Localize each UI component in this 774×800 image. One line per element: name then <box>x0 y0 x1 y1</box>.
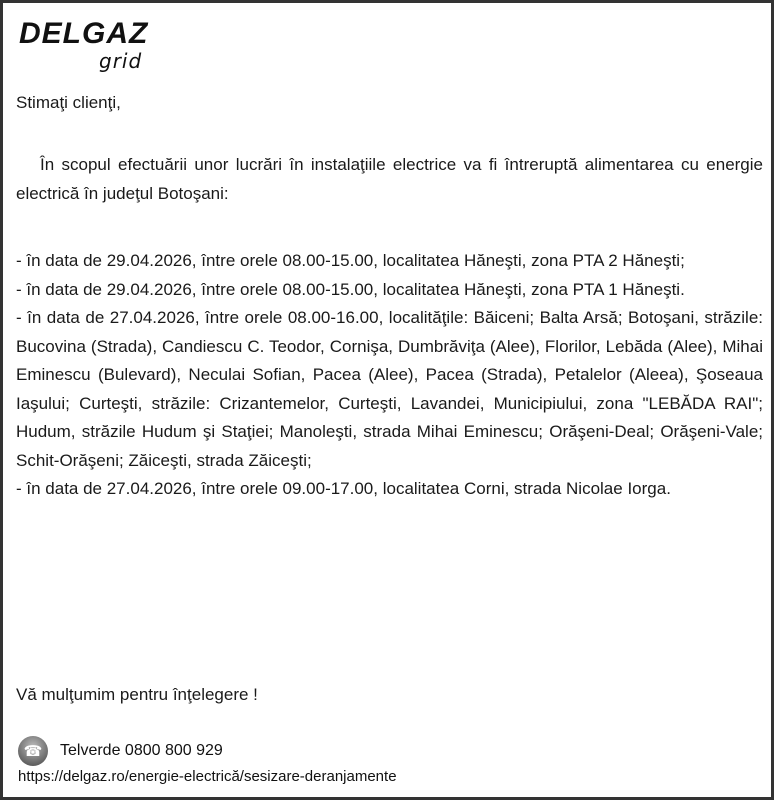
phone-icon: ☎ <box>18 736 48 766</box>
logo-sub-text: grid <box>99 49 143 73</box>
phone-contact <box>18 736 223 766</box>
thanks-text: Vă mulţumim pentru înţelegere ! <box>16 685 258 704</box>
outage-list <box>16 247 763 504</box>
delgaz-grid-logo <box>19 17 159 73</box>
intro-paragraph: În scopul efectuării unor lucrări în instalaţiile electrice va fi întreruptă alimentarea cu energie electrică în judeţul Botoşani: <box>16 155 763 203</box>
phone-number: Telverde 0800 800 929 <box>60 742 223 759</box>
outage-item: - în data de 27.04.2026, între orele 08.00-16.00, localităţile: Băiceni; Balta Arsă; Botoşani, străzile: Bucovina (Strada), Candiescu C. Teodor, Cornişa, Dumbrăviţa (Alee), Florilor, Lebăda (Alee), Mihai Eminescu (Bulevard), Neculai Sofian, Pacea (Alee), Pacea (Strada), Petalelor (Aleea), Şoseaua Iaşului; Curteşti, străzile: Crizantemelor, Curteşti, Lavandei, Municipiului, zona "LEBĂDA RAI"; Hudum, străzile Hudum şi Staţiei; Manoleşti, strada Mihai Eminescu; Orăşeni-Deal; Orăşeni-Vale; Schit-Orăşeni; Zăiceşti, strada Zăiceşti; <box>16 308 763 470</box>
greeting: Stimaţi clienţi, <box>16 93 121 112</box>
outage-item: - în data de 29.04.2026, între orele 08.00-15.00, localitatea Hăneşti, zona PTA 1 Hăneşti. <box>16 279 685 299</box>
outage-item: - în data de 27.04.2026, între orele 09.00-17.00, localitatea Corni, strada Nicolae Iorga. <box>16 479 671 498</box>
website-link[interactable]: https://delgaz.ro/energie-electrică/sesizare-deranjamente <box>18 768 397 785</box>
logo-main-text: DELGAZ <box>19 17 149 50</box>
outage-item: - în data de 29.04.2026, între orele 08.00-15.00, localitatea Hăneşti, zona PTA 2 Hăneşti; <box>16 251 685 270</box>
